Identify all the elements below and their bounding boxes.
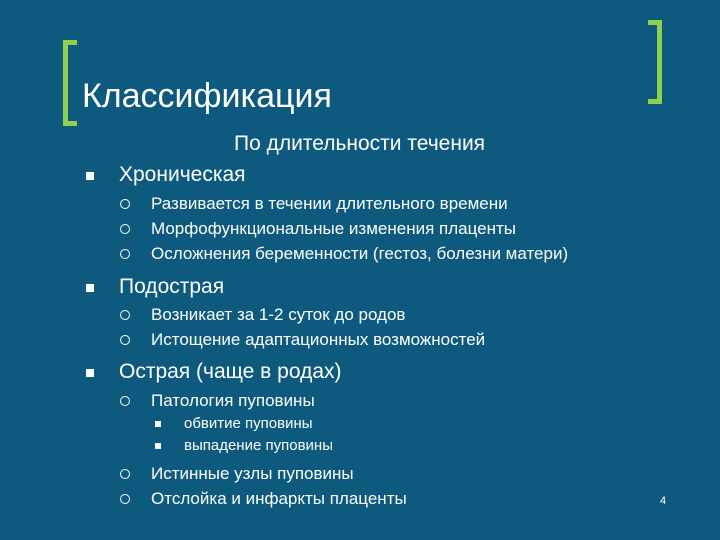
ring-bullet-icon bbox=[120, 310, 130, 320]
square-bullet-icon bbox=[86, 284, 94, 292]
sub-sublist-item: выпадение пуповины bbox=[184, 437, 333, 454]
square-bullet-icon bbox=[155, 421, 161, 427]
sublist-item: Осложнения беременности (гестоз, болезни матери) bbox=[151, 244, 569, 263]
sublist-item: Отслойка и инфаркты плаценты bbox=[151, 489, 407, 508]
list-item-subacute: Подострая bbox=[119, 275, 225, 298]
list-item-acute: Острая (чаще в родах) bbox=[119, 360, 342, 383]
square-bullet-icon bbox=[155, 443, 161, 449]
title-bracket-right bbox=[648, 20, 662, 104]
sublist-item: Возникает за 1-2 суток до родов bbox=[151, 305, 406, 324]
ring-bullet-icon bbox=[120, 494, 130, 504]
ring-bullet-icon bbox=[120, 224, 130, 234]
sublist-item: Истинные узлы пуповины bbox=[151, 464, 354, 483]
sub-sublist-item: обвитие пуповины bbox=[184, 415, 313, 432]
ring-bullet-icon bbox=[120, 396, 130, 406]
slide-title: Классификация bbox=[82, 77, 332, 115]
slide-subtitle: По длительности течения bbox=[234, 132, 486, 155]
square-bullet-icon bbox=[86, 369, 94, 377]
list-item-chronic: Хроническая bbox=[119, 163, 246, 186]
ring-bullet-icon bbox=[120, 249, 130, 259]
sublist-item: Развивается в течении длительного времени bbox=[151, 194, 508, 213]
ring-bullet-icon bbox=[120, 335, 130, 345]
sublist-item: Морфофункциональные изменения плаценты bbox=[151, 219, 516, 238]
title-bracket-left bbox=[63, 40, 77, 126]
square-bullet-icon bbox=[86, 172, 94, 180]
sublist-item: Патология пуповины bbox=[151, 391, 315, 410]
page-number: 4 bbox=[660, 495, 667, 507]
ring-bullet-icon bbox=[120, 199, 130, 209]
ring-bullet-icon bbox=[120, 469, 130, 479]
sublist-item: Истощение адаптационных возможностей bbox=[151, 330, 486, 349]
